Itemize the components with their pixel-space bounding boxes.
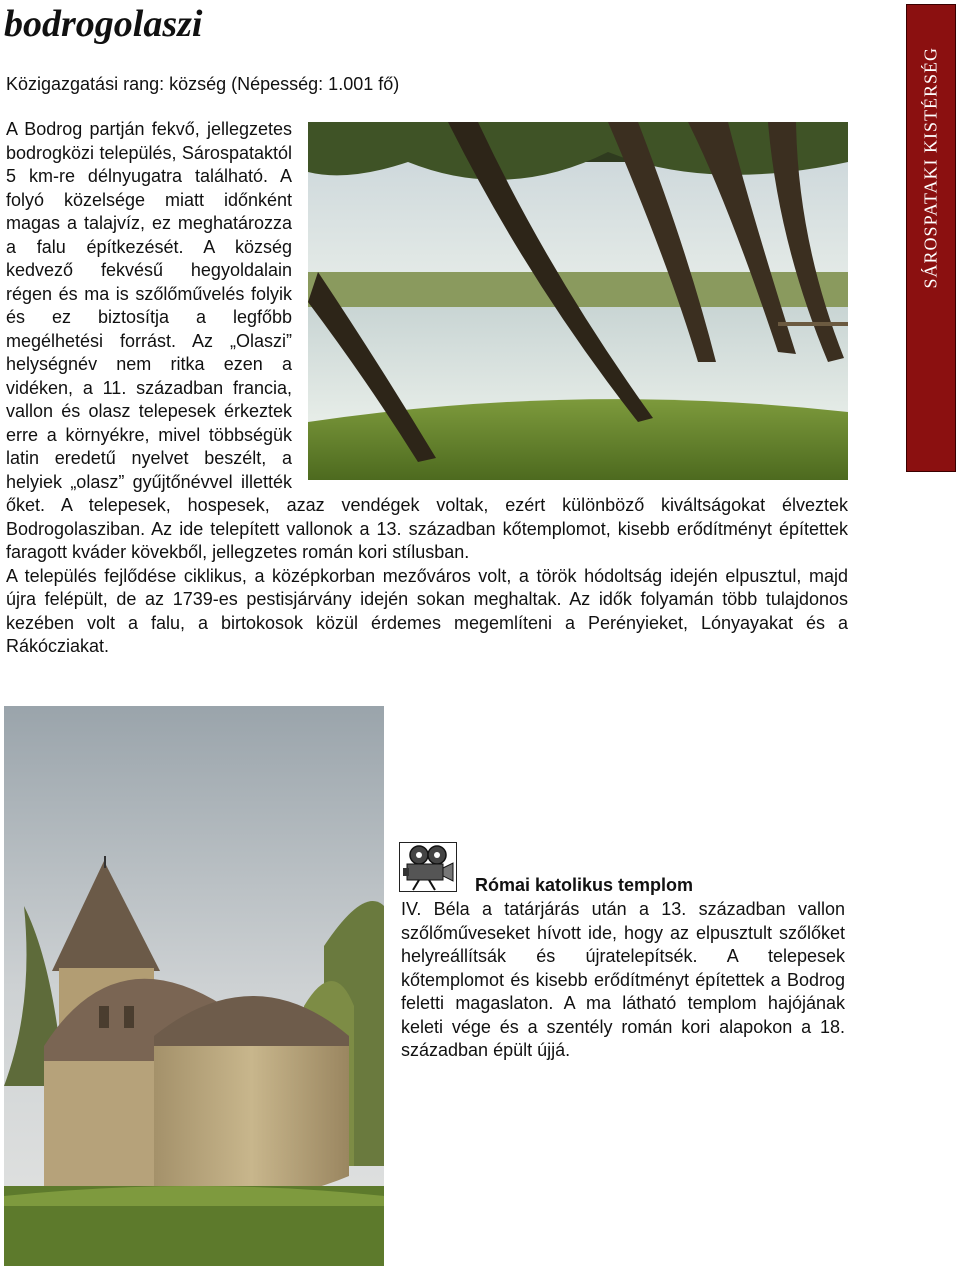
- sidebar-label: SÁROSPATAKI KISTÉRSÉG: [920, 47, 941, 289]
- church-photo: [4, 706, 384, 1266]
- page-title: bodrogolaszi: [4, 3, 203, 45]
- administrative-rank: Közigazgatási rang: község (Népesség: 1.001 fő): [6, 74, 400, 94]
- church-heading: Római katolikus templom: [475, 875, 694, 895]
- intro-paragraph-2: A település fejlődése ciklikus, a középkorban mezőváros volt, a török hódoltság idején elpusztul, majd újra felépült, de az 1739-es pestisjárvány idején sokan meghaltak. Az idők folyamán több tulajdonos kezében volt a falu, a birtokosok közül érdemes megemlíteni a Perényieket, Lónyayakat és a Rákócziakat.: [6, 565, 848, 656]
- region-sidebar: [906, 4, 956, 472]
- river-photo: [308, 122, 848, 480]
- intro-paragraph-1: A Bodrog partján fekvő, jellegzetes bodrogközi település, Sárospataktól 5 km-re délnyugatra található. A folyó közelsége miatt időnként magas a talajvíz, ez meghatározza a falu építkezését. A község kedvező fekvésű hegyoldalain régen és ma is szőlőművelés folyik és ez biztosítja a legfőbb megélhetési forrást. Az „Olaszi” helységnév nem ritka ezen a vidéken, a 11. században francia, vallon és olasz telepesek érkeztek erre a környékre, mivel többségük latin eredetű nyelvet beszélt, a helyiek „olasz” gyűjtőnévvel illették őket. A telepesek, hospesek, azaz vendégek voltak, ezért különböző kiváltságokat élveztek Bodrogolasziban. Az ide telepített vallonok a 13. században kőtemplomot, kisebb erődítményt építettek faragott kváder kövekből, jellegzetes román kori stílusban.: [6, 119, 848, 562]
- film-projector-icon: [399, 842, 457, 892]
- intro-text: [6, 118, 848, 659]
- church-description: IV. Béla a tatárjárás után a 13. században vallon szőlőműveseket hívott ide, hogy az elpusztult szőlőket helyreállítsák és újratelepítsék. A telepesek kőtemplomot és kisebb erődítményt építettek a Bodrog feletti magaslaton. A ma látható templom hajójának keleti vége és a szentély román kori alapokon a 18. században épült újjá.: [401, 899, 845, 1060]
